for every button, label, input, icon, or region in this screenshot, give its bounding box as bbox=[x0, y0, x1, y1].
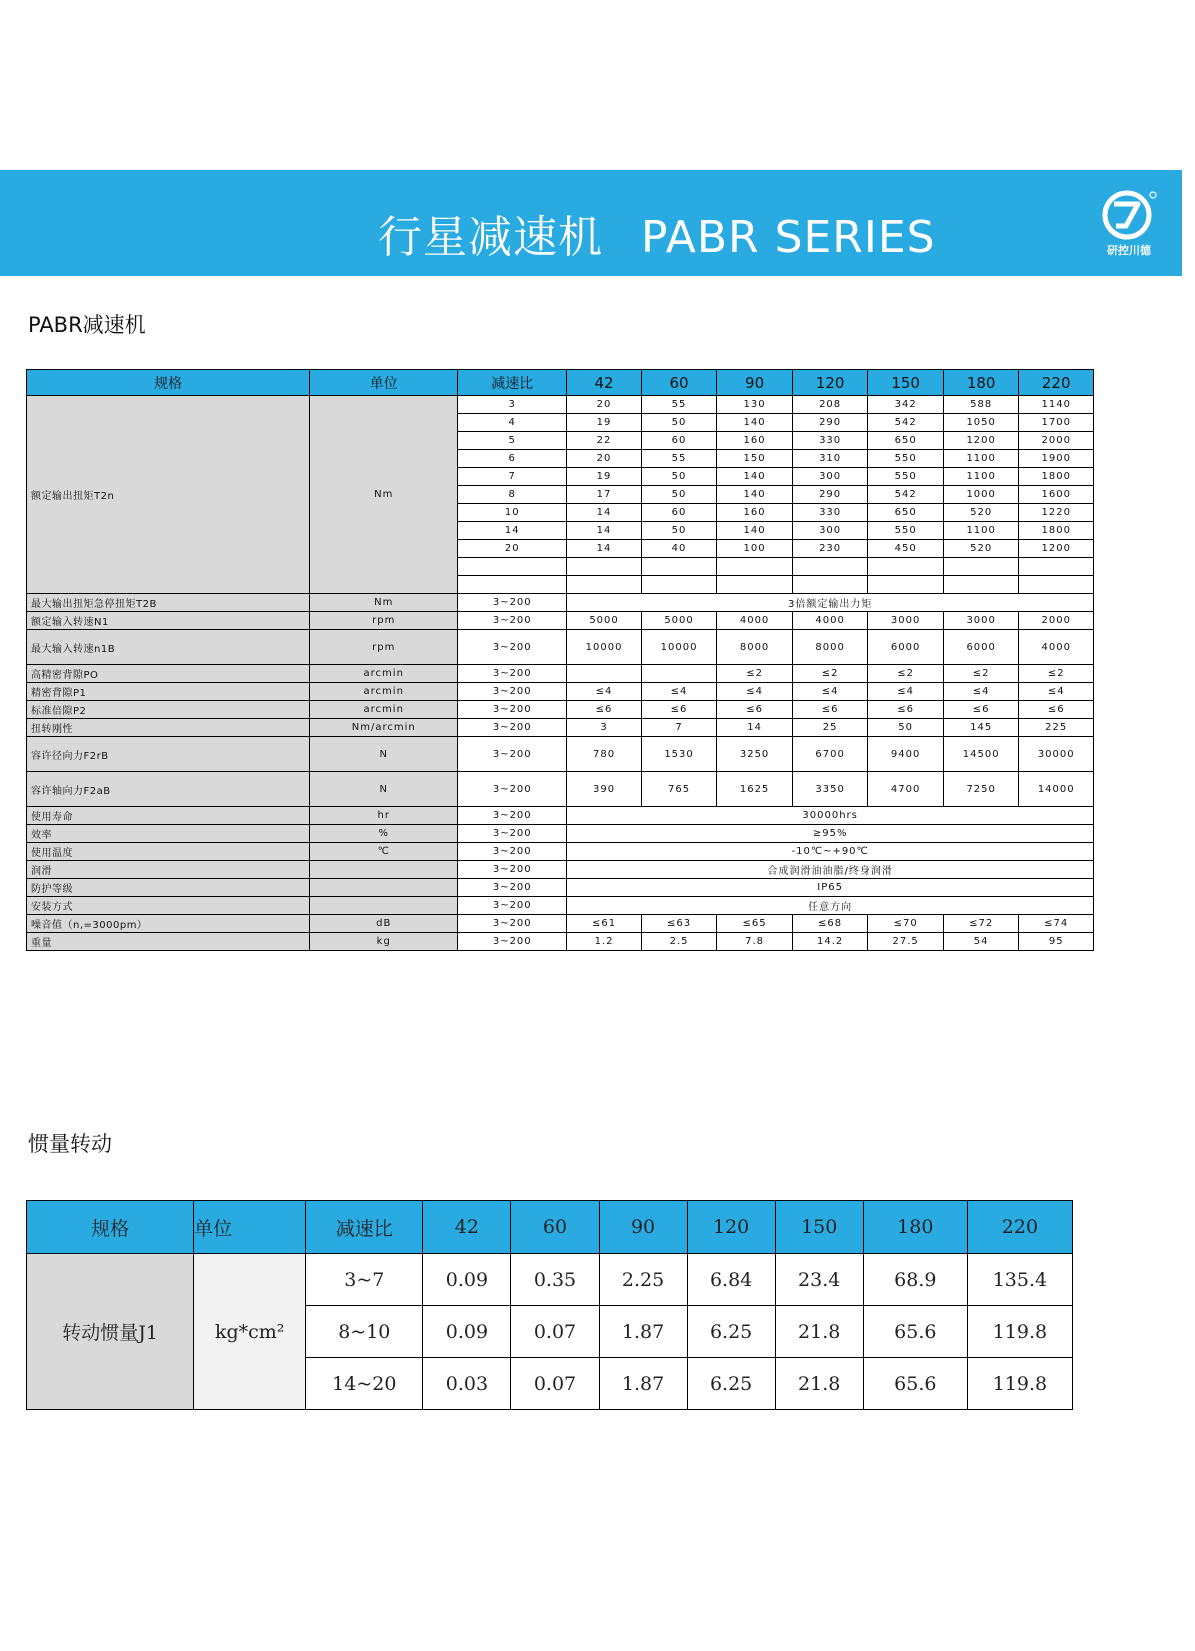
value-cell: 300 bbox=[792, 468, 868, 486]
column-header-size: 220 bbox=[1019, 370, 1094, 396]
value-cell: 4000 bbox=[792, 612, 868, 630]
value-cell: 22 bbox=[567, 432, 641, 450]
ratio-cell: 4 bbox=[458, 414, 567, 432]
value-cell: ≤6 bbox=[792, 701, 868, 719]
column-header-size: 42 bbox=[423, 1201, 511, 1254]
value-cell: 6000 bbox=[868, 630, 944, 665]
value-cell: 14 bbox=[717, 719, 793, 737]
value-cell: 21.8 bbox=[775, 1358, 863, 1410]
row-unit: arcmin bbox=[310, 665, 458, 683]
column-header: 单位 bbox=[310, 370, 458, 396]
row-label: 重量 bbox=[27, 933, 310, 951]
value-cell: 5000 bbox=[641, 612, 717, 630]
value-cell: 550 bbox=[868, 522, 944, 540]
table-row bbox=[27, 630, 1094, 665]
value-cell: 0.03 bbox=[423, 1358, 511, 1410]
value-cell: 150 bbox=[717, 450, 793, 468]
column-header: 单位 bbox=[194, 1201, 306, 1254]
value-cell: 21.8 bbox=[775, 1306, 863, 1358]
value-cell: 3 bbox=[567, 719, 641, 737]
value-cell: 1.2 bbox=[567, 933, 641, 951]
header-banner bbox=[0, 170, 1182, 276]
value-cell: 542 bbox=[868, 414, 944, 432]
ratio-cell: 3~200 bbox=[458, 630, 567, 665]
merged-value-cell: IP65 bbox=[567, 879, 1094, 897]
value-cell: 1900 bbox=[1019, 450, 1094, 468]
table-row bbox=[27, 897, 1094, 915]
value-cell: 14 bbox=[567, 504, 641, 522]
value-cell: 145 bbox=[943, 719, 1019, 737]
value-cell: 588 bbox=[943, 396, 1019, 414]
row-label: 容许径向力F2rB bbox=[27, 737, 310, 772]
value-cell: 1100 bbox=[943, 522, 1019, 540]
value-cell: ≤6 bbox=[943, 701, 1019, 719]
value-cell bbox=[641, 576, 717, 594]
value-cell: 19 bbox=[567, 414, 641, 432]
row-unit: dB bbox=[310, 915, 458, 933]
value-cell: 3250 bbox=[717, 737, 793, 772]
table-row bbox=[27, 772, 1094, 807]
ratio-cell: 3~200 bbox=[458, 915, 567, 933]
value-cell: 450 bbox=[868, 540, 944, 558]
ratio-cell: 10 bbox=[458, 504, 567, 522]
value-cell bbox=[717, 558, 793, 576]
table-row bbox=[27, 737, 1094, 772]
row-label: 最大输出扭矩急停扭矩T2B bbox=[27, 594, 310, 612]
value-cell bbox=[943, 576, 1019, 594]
value-cell: 1800 bbox=[1019, 522, 1094, 540]
value-cell: ≤6 bbox=[641, 701, 717, 719]
ratio-cell: 3~200 bbox=[458, 719, 567, 737]
value-cell: ≤70 bbox=[868, 915, 944, 933]
table-row bbox=[27, 396, 1094, 414]
row-label: 最大输入转速n1B bbox=[27, 630, 310, 665]
value-cell: 4000 bbox=[1019, 630, 1094, 665]
value-cell: 60 bbox=[641, 504, 717, 522]
ratio-cell: 3~7 bbox=[306, 1254, 423, 1306]
ratio-cell: 3~200 bbox=[458, 807, 567, 825]
ratio-cell: 3~200 bbox=[458, 897, 567, 915]
value-cell: 6.25 bbox=[687, 1306, 775, 1358]
merged-value-cell: -10℃~+90℃ bbox=[567, 843, 1094, 861]
column-header-size: 120 bbox=[687, 1201, 775, 1254]
value-cell: 550 bbox=[868, 450, 944, 468]
value-cell: 60 bbox=[641, 432, 717, 450]
column-header-size: 180 bbox=[863, 1201, 967, 1254]
table-row bbox=[27, 1254, 1073, 1306]
row-label: 使用寿命 bbox=[27, 807, 310, 825]
value-cell: 3000 bbox=[868, 612, 944, 630]
value-cell: ≤2 bbox=[868, 665, 944, 683]
column-header-size: 60 bbox=[641, 370, 717, 396]
value-cell: 1100 bbox=[943, 468, 1019, 486]
value-cell: 14500 bbox=[943, 737, 1019, 772]
section-title-inertia: 惯量转动 bbox=[28, 1132, 112, 1156]
value-cell: 3350 bbox=[792, 772, 868, 807]
merged-value-cell: ≥95% bbox=[567, 825, 1094, 843]
column-header-size: 90 bbox=[717, 370, 793, 396]
column-header-size: 150 bbox=[868, 370, 944, 396]
value-cell: 140 bbox=[717, 468, 793, 486]
table-row bbox=[27, 594, 1094, 612]
value-cell: ≤4 bbox=[792, 683, 868, 701]
row-label: 噪音值（n,=3000pm） bbox=[27, 915, 310, 933]
value-cell: ≤2 bbox=[943, 665, 1019, 683]
value-cell: 208 bbox=[792, 396, 868, 414]
row-label: 容许轴向力F2aB bbox=[27, 772, 310, 807]
column-header-size: 150 bbox=[775, 1201, 863, 1254]
value-cell: 1000 bbox=[943, 486, 1019, 504]
value-cell: ≤4 bbox=[868, 683, 944, 701]
table-row bbox=[27, 915, 1094, 933]
table-header-row bbox=[27, 370, 1094, 396]
row-label: 额定输入转速N1 bbox=[27, 612, 310, 630]
value-cell: 27.5 bbox=[868, 933, 944, 951]
value-cell: ≤6 bbox=[567, 701, 641, 719]
row-label: 扭转刚性 bbox=[27, 719, 310, 737]
ratio-cell: 5 bbox=[458, 432, 567, 450]
table-row bbox=[27, 665, 1094, 683]
value-cell: ≤4 bbox=[717, 683, 793, 701]
value-cell: 1100 bbox=[943, 450, 1019, 468]
value-cell: 14.2 bbox=[792, 933, 868, 951]
value-cell: 0.09 bbox=[423, 1306, 511, 1358]
row-unit: rpm bbox=[310, 612, 458, 630]
ratio-cell: 20 bbox=[458, 540, 567, 558]
row-label: 精密背隙P1 bbox=[27, 683, 310, 701]
logo-text: 研控川德 bbox=[1107, 244, 1151, 257]
value-cell: 10000 bbox=[641, 630, 717, 665]
value-cell: 95 bbox=[1019, 933, 1094, 951]
column-header-size: 220 bbox=[967, 1201, 1072, 1254]
value-cell: 1.87 bbox=[599, 1306, 687, 1358]
value-cell: 6.25 bbox=[687, 1358, 775, 1410]
value-cell: 2000 bbox=[1019, 432, 1094, 450]
row-unit bbox=[310, 897, 458, 915]
value-cell: 330 bbox=[792, 432, 868, 450]
value-cell: 8000 bbox=[717, 630, 793, 665]
ratio-cell: 3~200 bbox=[458, 933, 567, 951]
value-cell: 17 bbox=[567, 486, 641, 504]
table-row bbox=[27, 825, 1094, 843]
value-cell: 290 bbox=[792, 414, 868, 432]
value-cell: 14000 bbox=[1019, 772, 1094, 807]
merged-value-cell: 任意方向 bbox=[567, 897, 1094, 915]
row-label: 标准倍隙P2 bbox=[27, 701, 310, 719]
value-cell: 50 bbox=[641, 414, 717, 432]
value-cell: 7250 bbox=[943, 772, 1019, 807]
value-cell: 1200 bbox=[943, 432, 1019, 450]
value-cell: 520 bbox=[943, 540, 1019, 558]
value-cell: 14 bbox=[567, 522, 641, 540]
value-cell bbox=[567, 665, 641, 683]
ratio-cell: 7 bbox=[458, 468, 567, 486]
value-cell: 2000 bbox=[1019, 612, 1094, 630]
row-unit bbox=[310, 879, 458, 897]
value-cell: 7 bbox=[641, 719, 717, 737]
value-cell: 0.07 bbox=[511, 1358, 599, 1410]
value-cell: 1050 bbox=[943, 414, 1019, 432]
value-cell: ≤4 bbox=[641, 683, 717, 701]
row-unit: ℃ bbox=[310, 843, 458, 861]
row-label: 额定输出扭矩T2n bbox=[27, 396, 310, 594]
value-cell bbox=[792, 576, 868, 594]
value-cell: ≤4 bbox=[1019, 683, 1094, 701]
value-cell: 8000 bbox=[792, 630, 868, 665]
banner-title-cn: 行星减速机 bbox=[378, 212, 603, 263]
value-cell: 765 bbox=[641, 772, 717, 807]
row-unit: kg*cm² bbox=[194, 1254, 306, 1410]
table-row bbox=[27, 807, 1094, 825]
table-row bbox=[27, 612, 1094, 630]
column-header: 减速比 bbox=[458, 370, 567, 396]
table-row bbox=[27, 933, 1094, 951]
value-cell: 65.6 bbox=[863, 1306, 967, 1358]
value-cell: 780 bbox=[567, 737, 641, 772]
ratio-cell bbox=[458, 576, 567, 594]
value-cell: 40 bbox=[641, 540, 717, 558]
row-label: 润滑 bbox=[27, 861, 310, 879]
row-label: 转动惯量J1 bbox=[27, 1254, 194, 1410]
row-label: 使用温度 bbox=[27, 843, 310, 861]
ratio-cell: 6 bbox=[458, 450, 567, 468]
value-cell: 20 bbox=[567, 450, 641, 468]
ratio-cell: 3~200 bbox=[458, 701, 567, 719]
row-unit: N bbox=[310, 772, 458, 807]
column-header-size: 180 bbox=[943, 370, 1019, 396]
value-cell: 6.84 bbox=[687, 1254, 775, 1306]
table-row bbox=[27, 719, 1094, 737]
value-cell: ≤2 bbox=[792, 665, 868, 683]
value-cell: 0.09 bbox=[423, 1254, 511, 1306]
value-cell: ≤6 bbox=[868, 701, 944, 719]
pabr-spec-table bbox=[26, 369, 1094, 951]
value-cell: 0.07 bbox=[511, 1306, 599, 1358]
value-cell bbox=[641, 665, 717, 683]
value-cell bbox=[943, 558, 1019, 576]
value-cell: ≤72 bbox=[943, 915, 1019, 933]
value-cell: ≤68 bbox=[792, 915, 868, 933]
column-header: 规格 bbox=[27, 370, 310, 396]
table-row bbox=[27, 683, 1094, 701]
value-cell: 119.8 bbox=[967, 1306, 1072, 1358]
value-cell: 0.35 bbox=[511, 1254, 599, 1306]
value-cell: 5000 bbox=[567, 612, 641, 630]
column-header-size: 60 bbox=[511, 1201, 599, 1254]
column-header: 减速比 bbox=[306, 1201, 423, 1254]
value-cell: 290 bbox=[792, 486, 868, 504]
value-cell: 20 bbox=[567, 396, 641, 414]
value-cell: ≤6 bbox=[717, 701, 793, 719]
value-cell: 160 bbox=[717, 432, 793, 450]
value-cell bbox=[1019, 576, 1094, 594]
row-label: 防护等级 bbox=[27, 879, 310, 897]
value-cell: 3000 bbox=[943, 612, 1019, 630]
value-cell: 230 bbox=[792, 540, 868, 558]
column-header-size: 90 bbox=[599, 1201, 687, 1254]
ratio-cell: 3~200 bbox=[458, 683, 567, 701]
ratio-cell: 14 bbox=[458, 522, 567, 540]
value-cell: 10000 bbox=[567, 630, 641, 665]
value-cell: 23.4 bbox=[775, 1254, 863, 1306]
ratio-cell: 3~200 bbox=[458, 879, 567, 897]
value-cell: 300 bbox=[792, 522, 868, 540]
value-cell: 55 bbox=[641, 450, 717, 468]
value-cell: 140 bbox=[717, 486, 793, 504]
brand-logo bbox=[1096, 188, 1162, 264]
value-cell: 1140 bbox=[1019, 396, 1094, 414]
value-cell: 135.4 bbox=[967, 1254, 1072, 1306]
value-cell: ≤63 bbox=[641, 915, 717, 933]
value-cell: 30000 bbox=[1019, 737, 1094, 772]
banner-title bbox=[378, 208, 936, 268]
value-cell: 19 bbox=[567, 468, 641, 486]
value-cell: 140 bbox=[717, 522, 793, 540]
value-cell: ≤6 bbox=[1019, 701, 1094, 719]
inertia-table bbox=[26, 1200, 1073, 1410]
value-cell: ≤65 bbox=[717, 915, 793, 933]
value-cell: 54 bbox=[943, 933, 1019, 951]
ratio-cell: 3 bbox=[458, 396, 567, 414]
value-cell bbox=[567, 576, 641, 594]
value-cell: 310 bbox=[792, 450, 868, 468]
inertia-header-row bbox=[27, 1201, 1073, 1254]
value-cell: 50 bbox=[868, 719, 944, 737]
value-cell: 50 bbox=[641, 522, 717, 540]
value-cell bbox=[868, 558, 944, 576]
value-cell: ≤4 bbox=[943, 683, 1019, 701]
value-cell: 9400 bbox=[868, 737, 944, 772]
value-cell: 7.8 bbox=[717, 933, 793, 951]
row-label: 效率 bbox=[27, 825, 310, 843]
value-cell: 330 bbox=[792, 504, 868, 522]
value-cell: 4700 bbox=[868, 772, 944, 807]
ratio-cell: 8 bbox=[458, 486, 567, 504]
merged-value-cell: 3倍额定输出力矩 bbox=[567, 594, 1094, 612]
value-cell: ≤2 bbox=[1019, 665, 1094, 683]
value-cell: 1700 bbox=[1019, 414, 1094, 432]
value-cell bbox=[792, 558, 868, 576]
table-row bbox=[27, 861, 1094, 879]
column-header-size: 42 bbox=[567, 370, 641, 396]
value-cell bbox=[641, 558, 717, 576]
logo-icon bbox=[1096, 188, 1162, 244]
row-unit bbox=[310, 861, 458, 879]
value-cell: 1600 bbox=[1019, 486, 1094, 504]
column-header: 规格 bbox=[27, 1201, 194, 1254]
ratio-cell: 8~10 bbox=[306, 1306, 423, 1358]
ratio-cell: 14~20 bbox=[306, 1358, 423, 1410]
value-cell: 650 bbox=[868, 432, 944, 450]
merged-value-cell: 30000hrs bbox=[567, 807, 1094, 825]
value-cell: 1625 bbox=[717, 772, 793, 807]
merged-value-cell: 合成润滑油油脂/终身润滑 bbox=[567, 861, 1094, 879]
value-cell bbox=[868, 576, 944, 594]
row-label: 安装方式 bbox=[27, 897, 310, 915]
ratio-cell: 3~200 bbox=[458, 825, 567, 843]
table-row bbox=[27, 879, 1094, 897]
banner-title-en: PABR SERIES bbox=[641, 212, 936, 263]
value-cell: 6000 bbox=[943, 630, 1019, 665]
row-unit: N bbox=[310, 737, 458, 772]
value-cell: 1.87 bbox=[599, 1358, 687, 1410]
value-cell: 130 bbox=[717, 396, 793, 414]
value-cell: 14 bbox=[567, 540, 641, 558]
value-cell: 100 bbox=[717, 540, 793, 558]
row-unit: arcmin bbox=[310, 683, 458, 701]
value-cell: 25 bbox=[792, 719, 868, 737]
table-row bbox=[27, 843, 1094, 861]
value-cell: 1530 bbox=[641, 737, 717, 772]
table-row bbox=[27, 701, 1094, 719]
ratio-cell: 3~200 bbox=[458, 772, 567, 807]
value-cell: 1200 bbox=[1019, 540, 1094, 558]
ratio-cell: 3~200 bbox=[458, 843, 567, 861]
row-unit: hr bbox=[310, 807, 458, 825]
value-cell: 650 bbox=[868, 504, 944, 522]
ratio-cell: 3~200 bbox=[458, 665, 567, 683]
row-unit: Nm/arcmin bbox=[310, 719, 458, 737]
row-unit: % bbox=[310, 825, 458, 843]
value-cell: 2.25 bbox=[599, 1254, 687, 1306]
value-cell: 65.6 bbox=[863, 1358, 967, 1410]
ratio-cell: 3~200 bbox=[458, 594, 567, 612]
value-cell: 225 bbox=[1019, 719, 1094, 737]
value-cell: ≤61 bbox=[567, 915, 641, 933]
section-title-pabr: PABR减速机 bbox=[28, 313, 146, 337]
value-cell: 6700 bbox=[792, 737, 868, 772]
value-cell: 390 bbox=[567, 772, 641, 807]
value-cell: 550 bbox=[868, 468, 944, 486]
value-cell bbox=[1019, 558, 1094, 576]
value-cell: 2.5 bbox=[641, 933, 717, 951]
column-header-size: 120 bbox=[792, 370, 868, 396]
value-cell: 1800 bbox=[1019, 468, 1094, 486]
value-cell: 119.8 bbox=[967, 1358, 1072, 1410]
row-unit: kg bbox=[310, 933, 458, 951]
value-cell: 55 bbox=[641, 396, 717, 414]
value-cell: 520 bbox=[943, 504, 1019, 522]
value-cell: 160 bbox=[717, 504, 793, 522]
value-cell: 1220 bbox=[1019, 504, 1094, 522]
value-cell bbox=[717, 576, 793, 594]
value-cell: 542 bbox=[868, 486, 944, 504]
value-cell: 342 bbox=[868, 396, 944, 414]
row-unit: Nm bbox=[310, 396, 458, 594]
row-unit: Nm bbox=[310, 594, 458, 612]
value-cell: ≤74 bbox=[1019, 915, 1094, 933]
ratio-cell bbox=[458, 558, 567, 576]
row-label: 高精密背隙PO bbox=[27, 665, 310, 683]
ratio-cell: 3~200 bbox=[458, 861, 567, 879]
ratio-cell: 3~200 bbox=[458, 612, 567, 630]
ratio-cell: 3~200 bbox=[458, 737, 567, 772]
row-unit: arcmin bbox=[310, 701, 458, 719]
value-cell: 50 bbox=[641, 486, 717, 504]
value-cell: ≤4 bbox=[567, 683, 641, 701]
row-unit: rpm bbox=[310, 630, 458, 665]
value-cell: 68.9 bbox=[863, 1254, 967, 1306]
value-cell: ≤2 bbox=[717, 665, 793, 683]
value-cell bbox=[567, 558, 641, 576]
value-cell: 50 bbox=[641, 468, 717, 486]
value-cell: 4000 bbox=[717, 612, 793, 630]
value-cell: 140 bbox=[717, 414, 793, 432]
